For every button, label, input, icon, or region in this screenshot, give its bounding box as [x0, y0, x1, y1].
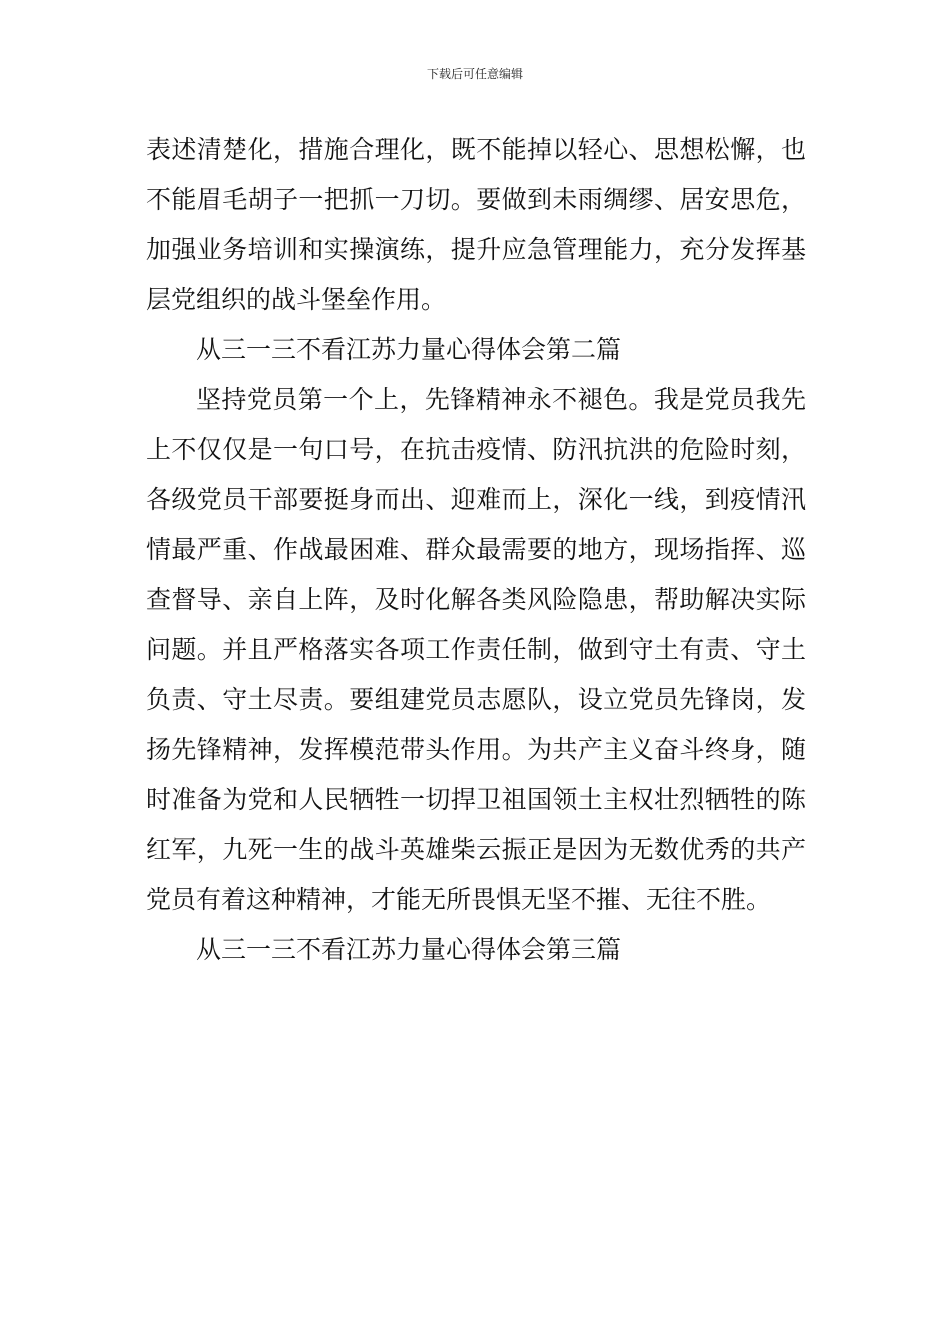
paragraph-continued: 表述清楚化，措施合理化，既不能掉以轻心、思想松懈，也不能眉毛胡子一把抓一刀切。要做到未雨绸缪、居安思危，加强业务培训和实操演练，提升应急管理能力，充分发挥基层党组织的战斗堡垒作用。 [146, 135, 806, 314]
section-heading-second: 从三一三不看江苏力量心得体会第二篇 [196, 335, 622, 364]
paragraph-second-section: 坚持党员第一个上，先锋精神永不褪色。我是党员我先上不仅仅是一句口号，在抗击疫情、防汛抗洪的危险时刻，各级党员干部要挺身而出、迎难而上，深化一线，到疫情汛情最严重、作战最困难、群众最需要的地方，现场指挥、巡查督导、亲自上阵，及时化解各类风险隐患，帮助解决实际问题。并且严格落实各项工作责任制，做到守土有责、守土负责、守土尽责。要组建党员志愿队，设立党员先锋岗，发扬先锋精神，发挥模范带头作用。为共产主义奋斗终身，随时准备为党和人民牺牲一切捍卫祖国领土主权壮烈牺牲的陈红军，九死一生的战斗英雄柴云振正是因为无数优秀的共产党员有着这种精神，才能无所畏惧无坚不摧、无往不胜。 [146, 385, 806, 914]
section-heading-third: 从三一三不看江苏力量心得体会第三篇 [196, 935, 622, 964]
header-note: 下载后可任意编辑 [426, 67, 523, 81]
document-body [146, 125, 806, 975]
